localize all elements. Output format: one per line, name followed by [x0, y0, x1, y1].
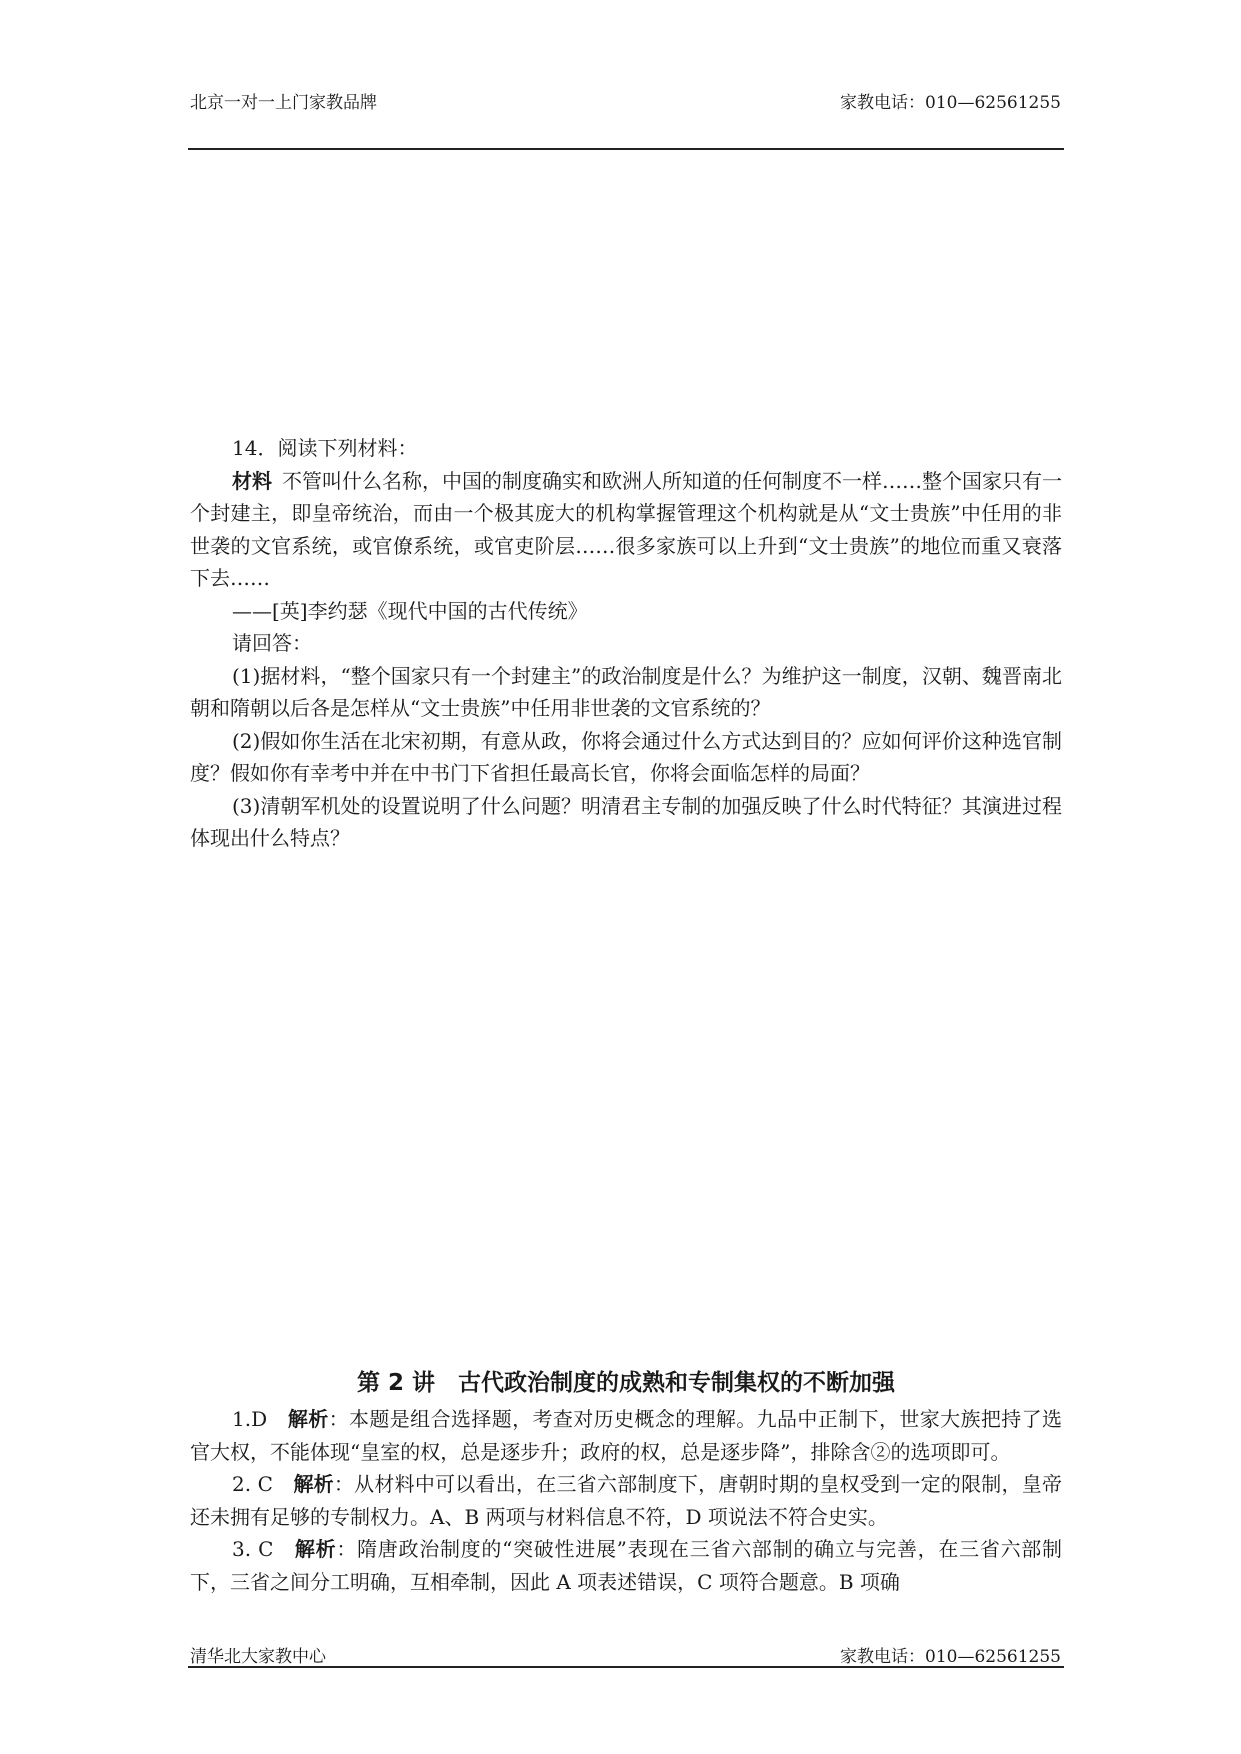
- answer-text: ：本题是组合选择题，考查对历史概念的理解。九品中正制下，世家大族把持了选官大权，不能体现“皇室的权，总是逐步升；政府的权，总是逐步降”，排除含②的选项即可。: [190, 1407, 1063, 1464]
- material-paragraph: [190, 465, 1062, 595]
- answer-item: [190, 1468, 1062, 1533]
- material-text: 不管叫什么名称，中国的制度确实和欧洲人所知道的任何制度不一样……整个国家只有一个封建主，即皇帝统治，而由一个极其庞大的机构掌握管理这个机构就是从“文士贵族”中任用的非世袭的文官系统，或官僚系统，或官吏阶层……很多家族可以上升到“文士贵族”的地位而重又衰落下去……: [190, 468, 1062, 590]
- sub-question-1: (1)据材料，“整个国家只有一个封建主”的政治制度是什么？为维护这一制度，汉朝、魏晋南北朝和隋朝以后各是怎样从“文士贵族”中任用非世袭的文官系统的？: [190, 663, 1062, 720]
- sub-question-2: (2)假如你生活在北宋初期，有意从政，你将会通过什么方式达到目的？应如何评价这种选官制度？假如你有幸考中并在中书门下省担任最高长官，你将会面临怎样的局面？: [190, 728, 1062, 785]
- answer-label: 解析: [293, 1472, 334, 1496]
- answer-number: 1.D: [232, 1407, 288, 1431]
- footer-center-name: 清华北大家教中心: [190, 1647, 326, 1667]
- answer-text: ：从材料中可以看出，在三省六部制度下，唐朝时期的皇权受到一定的限制，皇帝还未拥有足够的专制权力。A、B 两项与材料信息不符，D 项说法不符合史实。: [190, 1472, 1062, 1529]
- header-divider: [188, 148, 1064, 150]
- answers-list: [190, 1403, 1062, 1598]
- material-source: ——[英]李约瑟《现代中国的古代传统》: [232, 598, 588, 623]
- footer-divider: [188, 1666, 1064, 1668]
- answer-item: [190, 1403, 1062, 1468]
- answer-number: 3. C: [232, 1537, 295, 1561]
- answer-item: [190, 1533, 1062, 1598]
- header-phone: 家教电话：010—62561255: [840, 93, 1061, 113]
- question-14: [190, 432, 1062, 855]
- answer-number: 2. C: [232, 1472, 294, 1496]
- footer-phone: 家教电话：010—62561255: [840, 1647, 1061, 1667]
- answer-label: 解析: [294, 1537, 337, 1561]
- answer-text: ：隋唐政治制度的“突破性进展”表现在三省六部制的确立与完善，在三省六部制下，三省之间分工明确，互相牵制，因此 A 项表述错误，C 项符合题意。B 项确: [190, 1537, 1063, 1594]
- question-intro: 14．阅读下列材料：: [232, 436, 418, 460]
- answer-label: 解析: [287, 1407, 329, 1431]
- material-label: 材料: [232, 468, 272, 493]
- sub-question-3: (3)清朝军机处的设置说明了什么问题？明清君主专制的加强反映了什么时代特征？其演进过程体现出什么特点？: [190, 793, 1062, 850]
- answers-section-title: 第 2 讲 古代政治制度的成熟和专制集权的不断加强: [356, 1370, 896, 1396]
- question-prompt: 请回答：: [232, 631, 312, 655]
- header-brand: 北京一对一上门家教品牌: [190, 93, 377, 113]
